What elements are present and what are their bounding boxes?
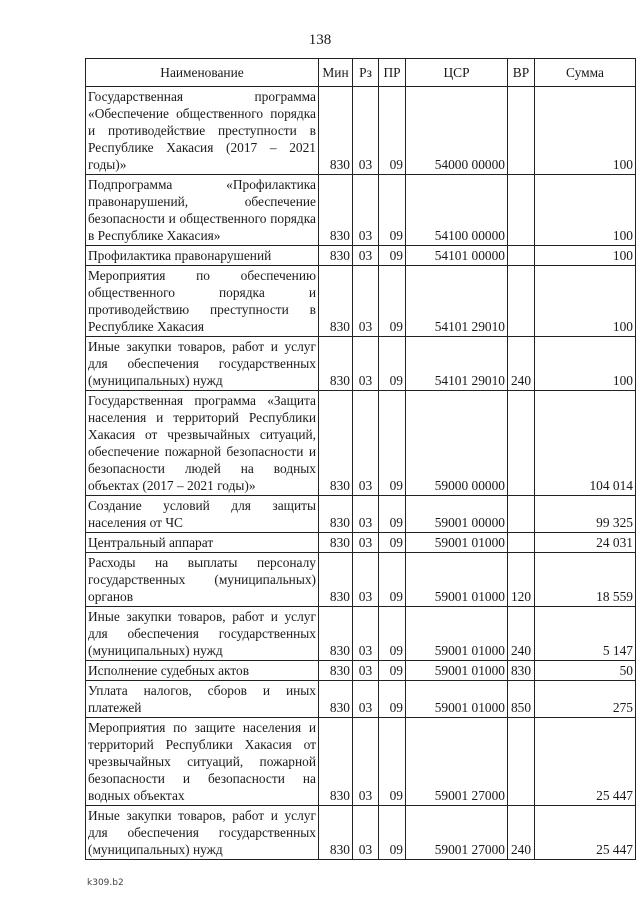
cell-pr: 09	[379, 87, 406, 175]
cell-vr	[508, 175, 535, 246]
cell-name: Уплата налогов, сборов и иных платежей	[86, 681, 319, 718]
cell-csr: 59001 01000	[406, 553, 508, 607]
cell-vr: 830	[508, 661, 535, 681]
table-body	[86, 87, 636, 860]
cell-rz: 03	[353, 718, 379, 806]
cell-sum: 100	[535, 337, 636, 391]
cell-min: 830	[319, 266, 353, 337]
cell-vr: 850	[508, 681, 535, 718]
table-row	[86, 266, 636, 337]
cell-vr: 240	[508, 337, 535, 391]
cell-pr: 09	[379, 681, 406, 718]
cell-name: Иные закупки товаров, работ и услуг для обеспечения государственных (муниципальных) нужд	[86, 607, 319, 661]
cell-sum: 25 447	[535, 806, 636, 860]
cell-rz: 03	[353, 607, 379, 661]
cell-pr: 09	[379, 391, 406, 496]
cell-min: 830	[319, 553, 353, 607]
cell-vr	[508, 391, 535, 496]
cell-rz: 03	[353, 533, 379, 553]
cell-sum: 100	[535, 175, 636, 246]
cell-pr: 09	[379, 607, 406, 661]
cell-rz: 03	[353, 337, 379, 391]
cell-sum: 104 014	[535, 391, 636, 496]
cell-rz: 03	[353, 681, 379, 718]
cell-pr: 09	[379, 246, 406, 266]
header-rz: Рз	[353, 59, 379, 87]
cell-vr	[508, 496, 535, 533]
cell-name: Государственная программа «Обеспечение общественного порядка и противодействие преступности в Республике Хакасия (2017 – 2021 годы)»	[86, 87, 319, 175]
table-header	[86, 59, 636, 87]
header-min: Мин	[319, 59, 353, 87]
cell-csr: 59001 01000	[406, 607, 508, 661]
cell-sum: 50	[535, 661, 636, 681]
cell-min: 830	[319, 246, 353, 266]
cell-vr: 240	[508, 806, 535, 860]
cell-rz: 03	[353, 246, 379, 266]
header-sum: Сумма	[535, 59, 636, 87]
cell-sum: 5 147	[535, 607, 636, 661]
cell-min: 830	[319, 337, 353, 391]
cell-name: Расходы на выплаты персоналу государственных (муниципальных) органов	[86, 553, 319, 607]
cell-pr: 09	[379, 175, 406, 246]
cell-csr: 54101 29010	[406, 337, 508, 391]
cell-vr	[508, 87, 535, 175]
table-row	[86, 553, 636, 607]
cell-rz: 03	[353, 391, 379, 496]
cell-pr: 09	[379, 553, 406, 607]
footer-code: k309.b2	[87, 878, 124, 888]
table-row	[86, 391, 636, 496]
table-row	[86, 246, 636, 266]
cell-sum: 18 559	[535, 553, 636, 607]
cell-min: 830	[319, 718, 353, 806]
cell-rz: 03	[353, 553, 379, 607]
cell-min: 830	[319, 175, 353, 246]
table-row	[86, 533, 636, 553]
cell-name: Иные закупки товаров, работ и услуг для обеспечения государственных (муниципальных) нужд	[86, 806, 319, 860]
budget-table	[85, 58, 636, 860]
cell-pr: 09	[379, 806, 406, 860]
header-csr: ЦСР	[406, 59, 508, 87]
cell-min: 830	[319, 607, 353, 661]
table-row	[86, 175, 636, 246]
cell-sum: 99 325	[535, 496, 636, 533]
page-number: 138	[308, 32, 332, 48]
cell-min: 830	[319, 661, 353, 681]
table-row	[86, 661, 636, 681]
cell-vr	[508, 718, 535, 806]
cell-csr: 59001 27000	[406, 718, 508, 806]
header-vr: ВР	[508, 59, 535, 87]
cell-csr: 59001 01000	[406, 533, 508, 553]
cell-name: Создание условий для защиты населения от ЧС	[86, 496, 319, 533]
cell-sum: 24 031	[535, 533, 636, 553]
cell-name: Подпрограмма «Профилактика правонарушений, обеспечение безопасности и общественного порядка в Республике Хакасия»	[86, 175, 319, 246]
cell-vr	[508, 246, 535, 266]
cell-min: 830	[319, 533, 353, 553]
cell-csr: 59001 01000	[406, 681, 508, 718]
cell-rz: 03	[353, 87, 379, 175]
cell-csr: 59001 00000	[406, 496, 508, 533]
table-row	[86, 806, 636, 860]
cell-min: 830	[319, 681, 353, 718]
cell-csr: 59000 00000	[406, 391, 508, 496]
cell-rz: 03	[353, 806, 379, 860]
header-row	[86, 59, 636, 87]
cell-pr: 09	[379, 533, 406, 553]
cell-name: Исполнение судебных актов	[86, 661, 319, 681]
header-name: Наименование	[86, 59, 319, 87]
cell-pr: 09	[379, 661, 406, 681]
cell-sum: 100	[535, 87, 636, 175]
cell-sum: 100	[535, 266, 636, 337]
table-row	[86, 87, 636, 175]
cell-name: Мероприятия по защите населения и территорий Республики Хакасия от чрезвычайных ситуаций, пожарной безопасности и безопасности на водных объектах	[86, 718, 319, 806]
cell-pr: 09	[379, 266, 406, 337]
cell-csr: 59001 27000	[406, 806, 508, 860]
cell-rz: 03	[353, 175, 379, 246]
cell-rz: 03	[353, 496, 379, 533]
cell-name: Профилактика правонарушений	[86, 246, 319, 266]
cell-name: Государственная программа «Защита населения и территорий Республики Хакасия от чрезвычайных ситуаций, обеспечение пожарной безопасности и безопасности людей на водных объектах (2017 – 2021 годы)»	[86, 391, 319, 496]
cell-vr: 240	[508, 607, 535, 661]
cell-csr: 54101 29010	[406, 266, 508, 337]
cell-name: Иные закупки товаров, работ и услуг для обеспечения государственных (муниципальных) нужд	[86, 337, 319, 391]
cell-vr	[508, 266, 535, 337]
table-row	[86, 337, 636, 391]
cell-rz: 03	[353, 266, 379, 337]
table-row	[86, 718, 636, 806]
cell-csr: 54100 00000	[406, 175, 508, 246]
cell-sum: 275	[535, 681, 636, 718]
cell-min: 830	[319, 806, 353, 860]
cell-csr: 59001 01000	[406, 661, 508, 681]
table-row	[86, 496, 636, 533]
cell-vr	[508, 533, 535, 553]
cell-min: 830	[319, 87, 353, 175]
cell-csr: 54000 00000	[406, 87, 508, 175]
cell-min: 830	[319, 496, 353, 533]
cell-min: 830	[319, 391, 353, 496]
cell-sum: 25 447	[535, 718, 636, 806]
cell-pr: 09	[379, 337, 406, 391]
cell-name: Центральный аппарат	[86, 533, 319, 553]
cell-name: Мероприятия по обеспечению общественного порядка и противодействию преступности в Республике Хакасия	[86, 266, 319, 337]
cell-vr: 120	[508, 553, 535, 607]
header-pr: ПР	[379, 59, 406, 87]
table-row	[86, 681, 636, 718]
cell-pr: 09	[379, 496, 406, 533]
cell-rz: 03	[353, 661, 379, 681]
cell-csr: 54101 00000	[406, 246, 508, 266]
cell-sum: 100	[535, 246, 636, 266]
table-row	[86, 607, 636, 661]
cell-pr: 09	[379, 718, 406, 806]
